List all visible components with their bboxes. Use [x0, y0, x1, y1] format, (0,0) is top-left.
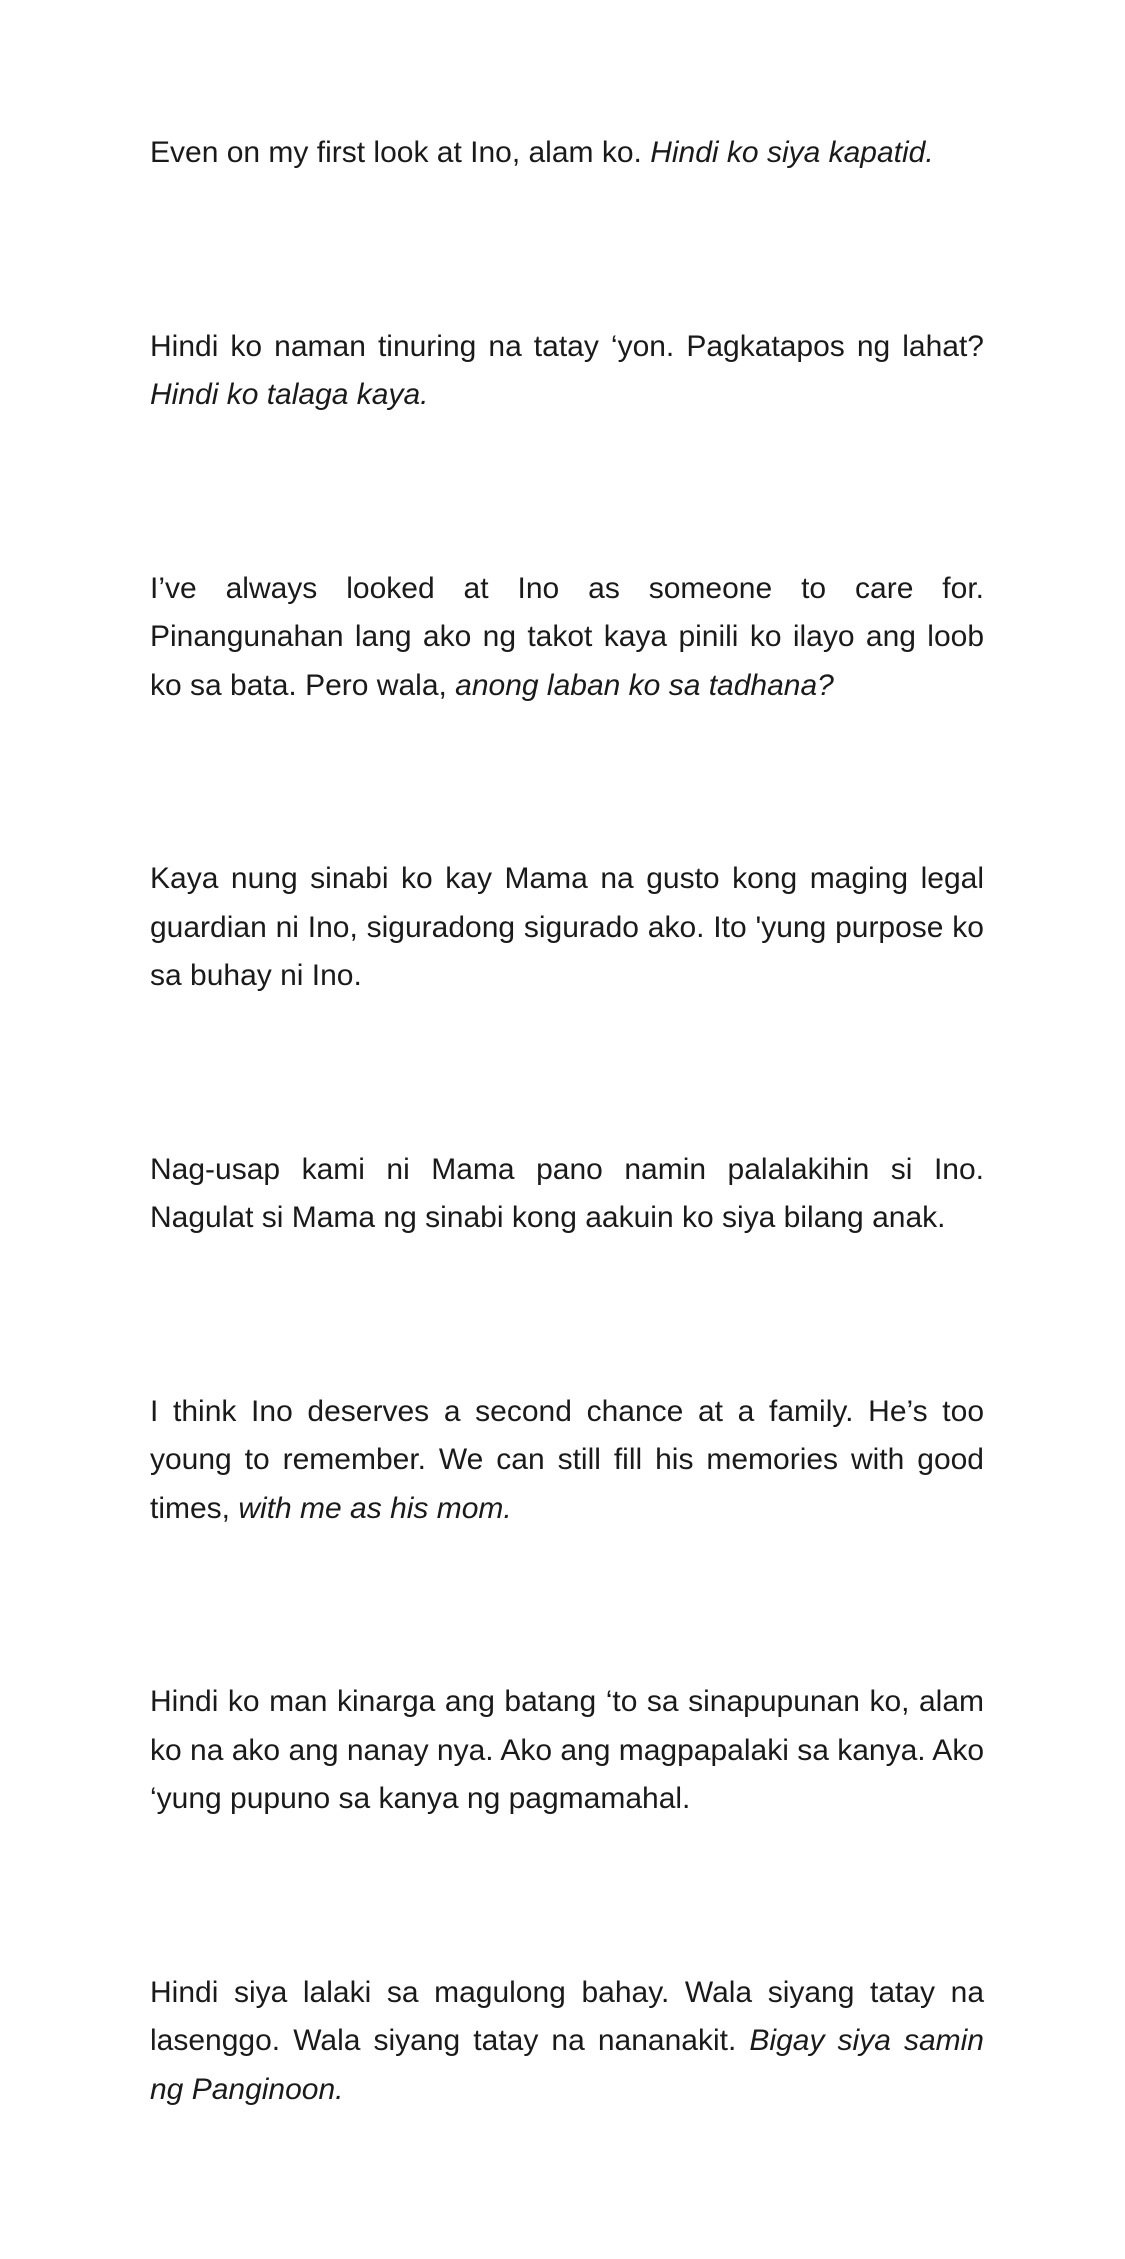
paragraph-1 [150, 129, 984, 178]
paragraph-6 [150, 1388, 984, 1534]
paragraph-text: Nag-usap kami ni Mama pano namin palalakihin si Ino. Nagulat si Mama ng sinabi kong aakuin ko siya bilang anak. [150, 1152, 984, 1234]
paragraph-italic-text: anong laban ko sa tadhana? [455, 668, 834, 702]
paragraph-7 [150, 1678, 984, 1824]
paragraph-text: Hindi siya lalaki sa magulong bahay. Wala siyang tatay na lasenggo. Wala siyang tatay na nananakit. [150, 1975, 984, 2057]
paragraph-italic-text: Hindi ko siya kapatid. [650, 136, 934, 169]
paragraph-8 [150, 1969, 984, 2115]
paragraph-2 [150, 323, 984, 420]
paragraph-4 [150, 855, 984, 1001]
paragraph-text: I think Ino deserves a second chance at a family. He’s too young to remember. We can still fill his memories with good times, [150, 1394, 984, 1525]
paragraph-text: I’ve always looked at Ino as someone to care for. Pinangunahan lang ako ng takot kaya pinili ko ilayo ang loob ko sa bata. Pero wala, [150, 571, 984, 702]
paragraph-text: Hindi ko naman tinuring na tatay ‘yon. Pagkatapos ng lahat? [150, 329, 984, 363]
paragraph-italic-text: with me as his mom. [238, 1491, 512, 1525]
paragraph-text: Kaya nung sinabi ko kay Mama na gusto kong maging legal guardian ni Ino, siguradong sigurado ako. Ito 'yung purpose ko sa buhay ni Ino. [150, 862, 984, 992]
paragraph-3 [150, 565, 984, 711]
document-page [150, 129, 984, 2259]
paragraph-text: Hindi ko man kinarga ang batang ‘to sa sinapupunan ko, alam ko na ako ang nanay nya. Ako ang magpapalaki sa kanya. Ako ‘yung pupuno sa kanya ng pagmamahal. [150, 1685, 984, 1815]
paragraph-text: Even on my first look at Ino, alam ko. [150, 136, 651, 169]
paragraph-5 [150, 1146, 984, 1243]
paragraph-italic-text: Hindi ko talaga kaya. [150, 378, 429, 411]
paragraph-italic-text: Bigay siya samin ng Panginoon. [150, 2024, 984, 2106]
